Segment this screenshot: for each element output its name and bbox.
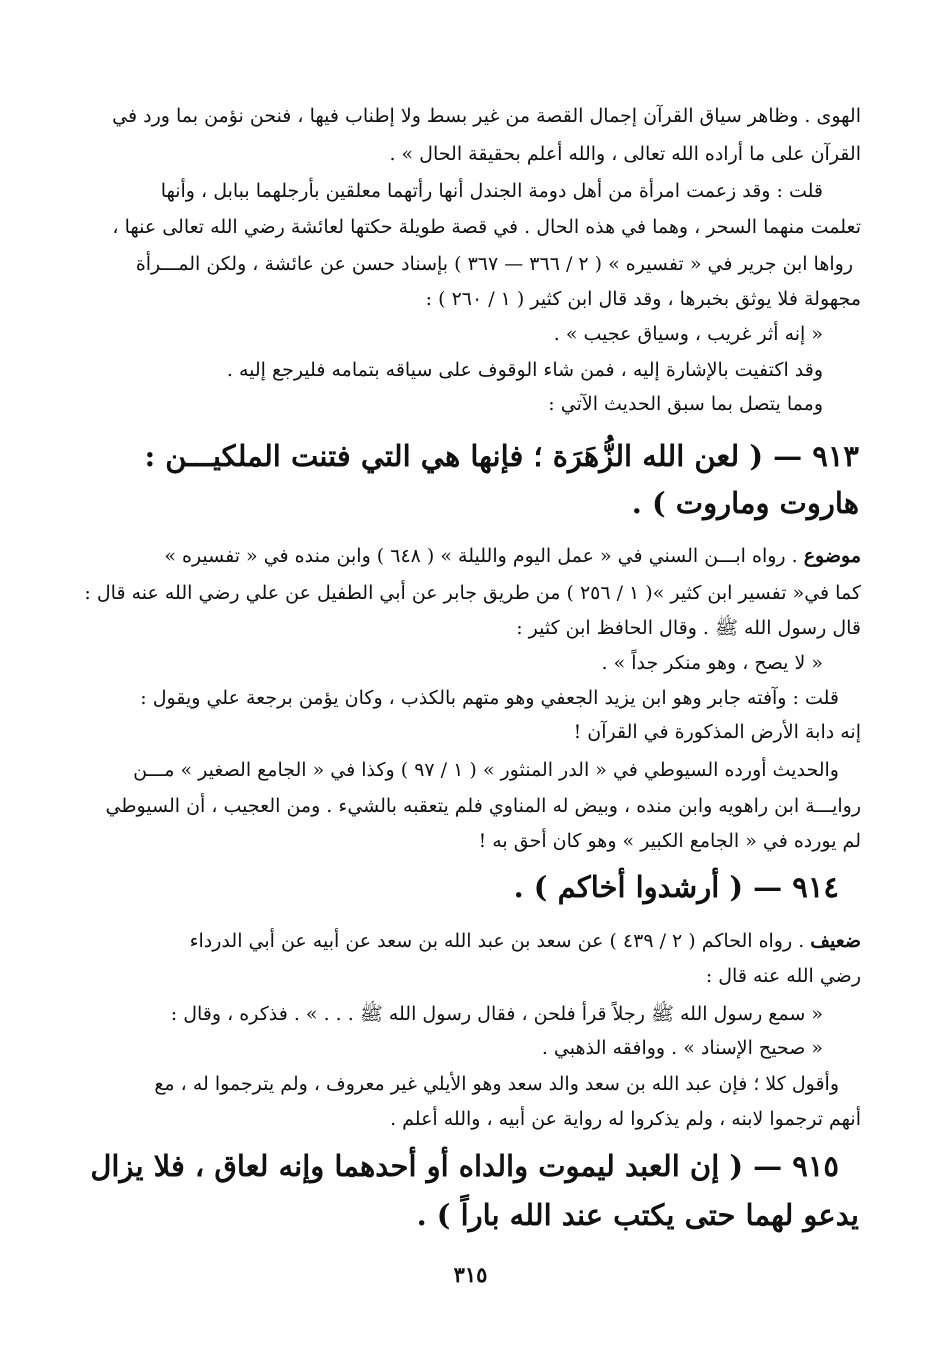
grading-line — [164, 543, 861, 569]
page-number: ٣١٥ — [453, 1262, 488, 1287]
text-line: أنهم ترجموا لابنه ، ولم يذكروا له رواية عن أبيه ، والله أعلم . — [390, 1108, 861, 1130]
grading-label: ضعيف — [810, 930, 861, 952]
text-line: رواها ابن جرير في « تفسيره » ( ٢ / ٣٦٦ — ٣٦٧ ) بإسناد حسن عن عائشة ، ولكن المـــرأة — [135, 253, 853, 275]
text-line: « سمع رسول الله ﷺ رجلاً قرأ فلحن ، فقال رسول الله ﷺ . . . » . فذكره ، وقال : — [170, 1003, 823, 1025]
text-line: إنه دابة الأرض المذكورة في القرآن ! — [573, 721, 861, 743]
text-line: كما في« تفسير ابن كثير »( ١ / ٢٥٦ ) من طريق جابر عن أبي الطفيل عن علي رضي الله عنه قال : — [84, 582, 861, 604]
hadith-914-heading: ٩١٤ — ( أرشدوا أخاكم ) . — [513, 870, 839, 904]
grading-line — [190, 928, 861, 954]
text-line: روايـــة ابن راهويه وابن منده ، وبيض له المناوي فلم يتعقبه بالشيء . ومن العجيب ، أن السيوطي — [105, 795, 861, 817]
hadith-913-heading: ٩١٣ — ( لعن الله الزُّهَرَة ؛ فإنها هي التي فتنت الملكيـــن : — [144, 439, 859, 473]
hadith-913-heading-cont: هاروت وماروت ) . — [631, 486, 859, 520]
grading-label: موضوع — [803, 545, 861, 567]
text-line: القرآن على ما أراده الله تعالى ، والله أعلم بحقيقة الحال » . — [389, 143, 861, 165]
hadith-915-heading: ٩١٥ — ( إن العبد ليموت والداه أو أحدهما وإنه لعاق ، فلا يزال — [90, 1149, 839, 1183]
text-line: لم يورده في « الجامع الكبير » وهو كان أحق به ! — [478, 830, 861, 852]
text-line: ومما يتصل بما سبق الحديث الآتي : — [548, 393, 823, 415]
text-line: الهوى . وظاهر سياق القرآن إجمال القصة من غير بسط ولا إطناب فيها ، فنحن نؤمن بما ورد في — [112, 105, 861, 127]
text-line: والحديث أورده السيوطي في « الدر المنثور » ( ١ / ٩٧ ) وكذا في « الجامع الصغير » مـــن — [133, 759, 839, 781]
hadith-915-heading-cont: يدعو لهما حتى يكتب عند الله باراً ) . — [416, 1198, 859, 1232]
text-line: تعلمت منهما السحر ، وهما في هذه الحال . في قصة طويلة حكتها لعائشة رضي الله تعالى عنها ، — [112, 216, 861, 238]
text-line: وأقول كلا ؛ فإن عبد الله بن سعد والد سعد وهو الأيلي غير معروف ، ولم يترجموا له ، مع — [154, 1073, 839, 1095]
text-line: قلت : وقد زعمت امرأة من أهل دومة الجندل أنها رأتهما معلقين بأرجلهما ببابل ، وأنها — [160, 180, 823, 202]
text-line: وقد اكتفيت بالإشارة إليه ، فمن شاء الوقوف على سياقه بتمامه فليرجع إليه . — [226, 359, 823, 381]
text-line: قلت : وآفته جابر وهو ابن يزيد الجعفي وهو متهم بالكذب ، وكان يؤمن برجعة علي ويقول : — [140, 687, 839, 709]
text-line: « صحيح الإسناد » . ووافقه الذهبي . — [541, 1037, 823, 1059]
text-line: قال رسول الله ﷺ . وقال الحافظ ابن كثير : — [516, 617, 861, 639]
text-line: « لا يصح ، وهو منكر جداً » . — [601, 652, 823, 674]
grading-text: . رواه الحاكم ( ٢ / ٤٣٩ ) عن سعد بن عبد الله بن سعد عن أبيه عن أبي الدرداء — [189, 930, 805, 952]
text-line: مجهولة فلا يوثق بخبرها ، وقد قال ابن كثير ( ١ / ٢٦٠ ) : — [425, 288, 861, 310]
text-line: رضي الله عنه قال : — [705, 965, 861, 987]
grading-text: . رواه ابـــن السني في « عمل اليوم والليلة » ( ٦٤٨ ) وابن منده في « تفسيره » — [164, 545, 798, 567]
text-line: « إنه أثر غريب ، وسياق عجيب » . — [553, 323, 823, 345]
